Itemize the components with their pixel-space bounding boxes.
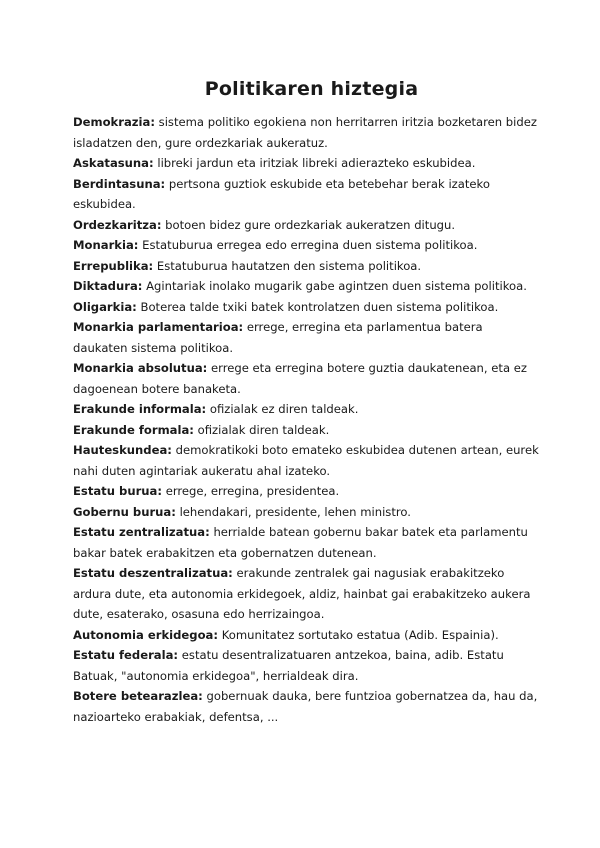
glossary-term: Autonomia erkidegoa:	[73, 627, 219, 642]
glossary-term: Demokrazia:	[73, 115, 155, 129]
glossary-definition: herrialde batean gobernu bakar batek eta parlamentu bakar batek erabakitzen eta gobernatzen dutenean.	[73, 525, 528, 560]
glossary-term: Gobernu burua:	[73, 504, 176, 519]
glossary-entry	[73, 420, 540, 441]
glossary-entry	[73, 317, 540, 358]
glossary-entry	[73, 153, 540, 174]
glossary-entry	[73, 481, 540, 502]
glossary-term: Hauteskundea:	[73, 443, 172, 457]
glossary-term: Estatu zentralizatua:	[73, 525, 210, 539]
glossary-definition: ofizialak ez diren taldeak.	[209, 402, 359, 416]
glossary-definition: ofizialak diren taldeak.	[197, 422, 330, 437]
glossary-definition: botoen bidez gure ordezkariak aukeratzen ditugu.	[165, 217, 456, 232]
glossary-definition: Estatuburua erregea edo erregina duen sistema politikoa.	[142, 238, 478, 252]
glossary-entry	[73, 625, 540, 646]
glossary-definition: Estatuburua hautatzen den sistema politikoa.	[156, 258, 422, 273]
glossary-term: Diktadura:	[73, 279, 143, 293]
glossary-term: Estatu deszentralizatua:	[73, 566, 233, 580]
glossary-entry	[73, 440, 540, 481]
glossary-term: Monarkia parlamentarioa:	[73, 320, 244, 334]
glossary-entry	[73, 358, 540, 399]
glossary-entry	[73, 686, 540, 727]
glossary-entry	[73, 502, 540, 523]
glossary-entry	[73, 522, 540, 563]
glossary-term: Monarkia absolutua:	[73, 361, 208, 375]
glossary-term: Ordezkaritza:	[73, 217, 162, 232]
glossary-entry	[73, 256, 540, 277]
glossary-entry	[73, 215, 540, 236]
glossary-list	[73, 112, 540, 727]
glossary-definition: libreki jardun eta iritziak libreki adierazteko eskubidea.	[157, 156, 476, 170]
glossary-definition: demokratikoki boto emateko eskubidea dutenen artean, eurek nahi duten agintariak aukeratu ahal izateko.	[73, 443, 539, 478]
glossary-entry	[73, 297, 540, 318]
glossary-term: Oligarkia:	[73, 299, 137, 314]
glossary-term: Estatu federala:	[73, 648, 179, 662]
glossary-entry	[73, 399, 540, 420]
glossary-entry	[73, 645, 540, 686]
glossary-term: Errepublika:	[73, 258, 154, 273]
glossary-definition: errege, erregina eta parlamentua batera daukaten sistema politikoa.	[73, 320, 483, 355]
glossary-definition: Komunitatez sortutako estatua (Adib. Espainia).	[221, 627, 499, 642]
glossary-term: Monarkia:	[73, 238, 139, 252]
glossary-term: Erakunde formala:	[73, 422, 194, 437]
glossary-definition: erakunde zentralek gai nagusiak erabakitzeko ardura dute, eta autonomia erkidegoek, aldiz, hainbat gai erabakitzeko aukera dute, esaterako, osasuna edo herrizaingoa.	[73, 566, 531, 621]
glossary-entry	[73, 174, 540, 215]
glossary-definition: Agintariak inolako mugarik gabe agintzen duen sistema politikoa.	[146, 279, 527, 293]
glossary-definition: Boterea talde txiki batek kontrolatzen duen sistema politikoa.	[140, 299, 499, 314]
page-title: Politikaren hiztegia	[204, 78, 419, 100]
glossary-definition: lehendakari, presidente, lehen ministro.	[179, 504, 411, 519]
glossary-term: Askatasuna:	[73, 156, 154, 170]
glossary-definition: pertsona guztiok eskubide eta betebehar berak izateko eskubidea.	[73, 176, 490, 211]
glossary-entry	[73, 235, 540, 256]
glossary-entry	[73, 563, 540, 625]
glossary-definition: errege, erregina, presidentea.	[165, 484, 340, 498]
glossary-term: Estatu burua:	[73, 484, 163, 498]
glossary-definition: sistema politiko egokiena non herritarren iritzia bozketaren bidez isladatzen den, gure ordezkariak aukeratuz.	[73, 115, 537, 150]
glossary-definition: estatu desentralizatuaren antzekoa, baina, adib. Estatu Batuak, "autonomia erkidegoa", herrialdeak dira.	[73, 648, 504, 683]
glossary-entry	[73, 112, 540, 153]
glossary-term: Berdintasuna:	[73, 176, 166, 191]
glossary-definition: gobernuak dauka, bere funtzioa gobernatzea da, hau da, nazioarteko erabakiak, defentsa, ...	[73, 689, 538, 724]
glossary-entry	[73, 276, 540, 297]
glossary-definition: errege eta erregina botere guztia daukatenean, eta ez dagoenean botere banaketa.	[73, 361, 527, 396]
glossary-term: Botere betearazlea:	[73, 689, 203, 703]
glossary-term: Erakunde informala:	[73, 402, 207, 416]
